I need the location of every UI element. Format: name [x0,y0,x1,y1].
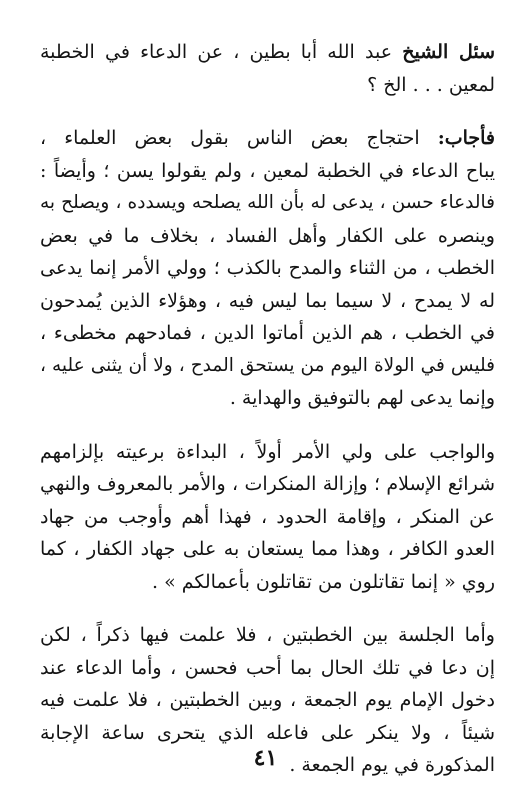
second-paragraph [40,436,495,599]
answer-line-rest: احتجاج بعض الناس بقول بعض العلماء ، [40,127,438,149]
paragraph-line: شرائع الإسلام ؛ وإزالة المنكرات ، والأمر بالمعروف والنهي [40,473,495,495]
paragraph-line: وأما الجلسة بين الخطبتين ، فلا علمت فيها ذكراً ، لكن [40,624,495,646]
page-text [40,36,495,782]
answer-line: يباح الدعاء في الخطبة لمعين ، ولم يقولوا يسن ؛ وأيضاً : [40,159,495,182]
answer-line: فالدعاء حسن ، يدعى له بأن الله يصلحه ويسدده ، ويصلح به [40,192,495,213]
question-paragraph [40,36,495,101]
answer-line: في الخطب ، هم الذين أماتوا الدين ، فمادحهم مخطىء ، [40,322,495,344]
paragraph-line: دخول الإمام يوم الجمعة ، وبين الخطبتين ، فلا علمت فيه [40,689,495,711]
answer-line: وينصره على الكفار وأهل الفساد ، بخلاف ما في بعض [40,224,495,247]
paragraph-line: عن المنكر ، وإقامة الحدود ، فهذا أهم وأوجب من جهاد [40,505,495,528]
question-line-rest: عبد الله أبا بطين ، عن الدعاء في الخطبة [40,41,403,63]
question-line [40,36,495,69]
paragraph-gap [40,415,495,436]
question-lead: سئل الشيخ [402,41,495,63]
question-line: لمعين . . . الخ ؟ [367,73,495,96]
paragraph-line: روي « إنما تقاتلون من تقاتلون بأعمالكم » . [152,570,495,593]
answer-line [40,122,495,155]
answer-line: الخطب ، من الثناء والمدح بالكذب ؛ وولي الأمر إنما يدعى [40,257,495,279]
paragraph-gap [40,101,495,122]
answer-line: له لا يمدح ، لا سيما بما ليس فيه ، وهؤلاء الذين يُمدحون [40,289,495,312]
paragraph-line: العدو الكافر ، وهذا مما يستعان به على جهاد الكفار ، كما [40,538,495,560]
answer-paragraph [40,122,495,415]
paragraph-line: والواجب على ولي الأمر أولاً ، البداءة برعيته بإلزامهم [40,440,495,463]
answer-line: فليس في الولاة اليوم من يستحق المدح ، ولا أن يثنى عليه ، [40,354,495,376]
paragraph-line: إن دعا في تلك الحال بما أحب فحسن ، وأما الدعاء عند [40,656,495,679]
paragraph-line: المذكورة في يوم الجمعة . [289,754,495,776]
paragraph-gap [40,598,495,619]
answer-line: وإنما يدعى لهم بالتوفيق والهداية . [229,387,495,409]
paragraph-line: شيئاً ، ولا ينكر على فاعله الذي يتحرى ساعة الإجابة [40,721,495,744]
page-number: ٤١ [253,745,278,771]
answer-lead: فأجاب: [437,127,495,149]
